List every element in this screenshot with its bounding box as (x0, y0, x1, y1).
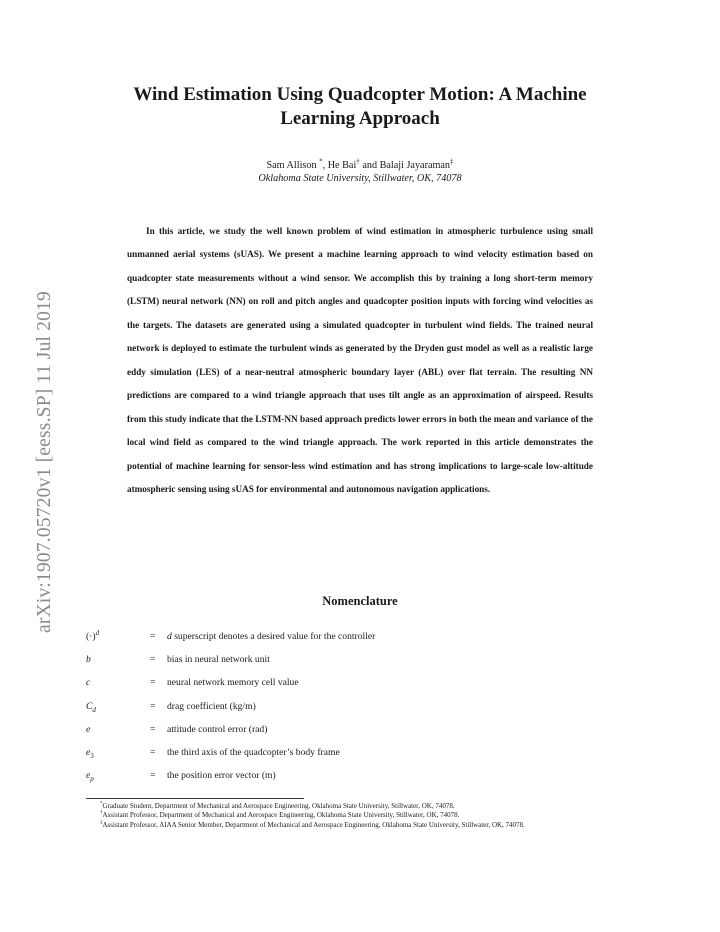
footnote: *Graduate Student, Department of Mechanical and Aerospace Engineering, Oklahoma State University, Stillwater, OK, 74078. (100, 801, 455, 810)
equals-sign: = (150, 770, 156, 782)
nomenclature-entry (86, 676, 646, 699)
nomenclature-entry (86, 630, 646, 653)
nomenclature-definition: attitude control error (rad) (167, 723, 268, 735)
nomenclature-entry (86, 700, 646, 723)
nomenclature-entry (86, 723, 646, 746)
author-name: Sam Allison (266, 160, 317, 171)
equals-sign: = (150, 746, 156, 758)
author-block (100, 159, 620, 185)
author-mark: ‡ (450, 157, 454, 166)
nomenclature-definition: the position error vector (m) (167, 770, 276, 782)
nomenclature-heading: Nomenclature (322, 594, 398, 608)
equals-sign: = (150, 654, 156, 666)
nomenclature-list (86, 630, 646, 792)
nomenclature-symbol: b (86, 654, 91, 666)
equals-sign: = (150, 723, 156, 735)
footnote: ‡Assistant Professor, AIAA Senior Member, Department of Mechanical and Aerospace Engineering, Oklahoma State University, Stillwater, OK, 74078. (100, 820, 525, 829)
footnotes (86, 802, 636, 830)
nomenclature-definition: drag coefficient (kg/m) (167, 700, 256, 712)
nomenclature-symbol: $(\cdot)^d$ (86, 628, 100, 642)
footnote-rule (86, 798, 304, 799)
nomenclature-entry (86, 746, 646, 769)
nomenclature-symbol: $e_3$ (86, 746, 94, 760)
nomenclature-symbol: $C_d$ (86, 700, 96, 714)
author-mark: † (356, 157, 360, 166)
nomenclature-symbol: c (86, 677, 91, 689)
author-mark: * (319, 157, 323, 166)
nomenclature-definition: d superscript denotes a desired value for the controller (167, 631, 376, 642)
author-separator: and (359, 160, 380, 171)
abstract: In this article, we study the well known problem of wind estimation in atmospheric turbulence using small unmanned aerial systems (sUAS). We present a machine learning approach to wind velocity estimation based on quadcopter state measurements without a wind sensor. We accomplish this by training a long short-term memory (LSTM) neural network (NN) on roll and pitch angles and quadcopter position inputs with forcing wind velocities as the targets. The datasets are generated using a simulated quadcopter in turbulent wind fields. The trained neural network is deployed to estimate the turbulent winds as generated by the Dryden gust model as well as a realistic large eddy simulation (LES) of a near-neutral atmospheric boundary layer (ABL) over flat terrain. The resulting NN predictions are compared to a wind triangle approach that uses tilt angle as an approximation of airspeed. Results from this study indicate that the LSTM-NN based approach predicts lower errors in both the mean and variance of the local wind field as compared to the wind triangle approach. The work reported in this article demonstrates the potential of machine learning for sensor-less wind estimation and has strong implications to large-scale low-altitude atmospheric sensing using sUAS for environmental and autonomous navigation applications. (127, 226, 593, 494)
paper-title: Wind Estimation Using Quadcopter Motion: A Machine Learning Approach (133, 84, 587, 129)
author-separator: , (322, 160, 328, 171)
author-name: Balaji Jayaraman (379, 160, 451, 171)
author-list (100, 159, 620, 172)
equals-sign: = (150, 700, 156, 712)
equals-sign: = (150, 631, 156, 642)
nomenclature-symbol: $e_p$ (86, 770, 94, 784)
nomenclature-entry (86, 769, 646, 792)
nomenclature-definition: neural network memory cell value (167, 677, 299, 689)
author-name: He Bai (327, 160, 357, 171)
nomenclature-symbol: e (86, 723, 91, 735)
author-affiliation: Oklahoma State University, Stillwater, OK, 74078 (258, 173, 462, 184)
arxiv-identifier-stamp: arXiv:1907.05720v1 [eess.SP] 11 Jul 2019 (34, 290, 55, 634)
equals-sign: = (150, 677, 156, 689)
nomenclature-definition: bias in neural network unit (167, 654, 270, 666)
nomenclature-definition: the third axis of the quadcopter’s body frame (167, 746, 340, 758)
footnote: †Assistant Professor, Department of Mechanical and Aerospace Engineering, Oklahoma State University, Stillwater, OK, 74078. (100, 811, 460, 820)
nomenclature-entry (86, 653, 646, 676)
